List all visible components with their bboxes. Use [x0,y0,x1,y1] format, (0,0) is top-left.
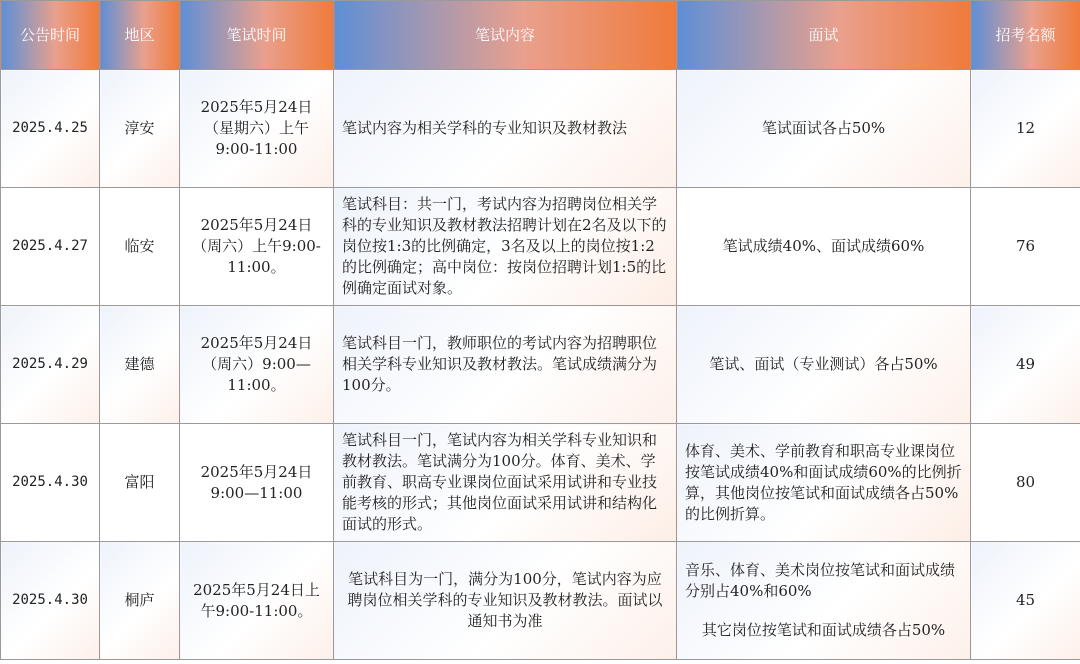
table-row [1,542,1080,660]
interview-cell: 笔试、面试（专业测试）各占50% [677,306,971,424]
interview-line: 音乐、体育、美术岗位按笔试和面试成绩分别占40%和60% [685,561,956,600]
announce-date-cell: 2025.4.30 [1,424,100,542]
exam-time-cell: 2025年5月24日（周六）9:00—11:00。 [180,306,334,424]
table-row [1,424,1080,542]
quota-cell: 12 [971,70,1080,188]
interview-cell: 笔试成绩40%、面试成绩60% [677,188,971,306]
exam-content-cell: 笔试科目为一门，满分为100分，笔试内容为应聘岗位相关学科的专业知识及教材教法。面试以通知书为准 [334,542,677,660]
region-cell: 建德 [100,306,180,424]
exam-content-cell: 笔试科目：共一门，考试内容为招聘岗位相关学科的专业知识及教材教法招聘计划在2名及以下的岗位按1:3的比例确定，3名及以上的岗位按1:2的比例确定；高中岗位：按岗位招聘计划1:5的比例确定面试对象。 [334,188,677,306]
announce-date-cell: 2025.4.29 [1,306,100,424]
interview-line-extra: 其它岗位按笔试和面试成绩各占50% [701,621,946,639]
exam-content-cell: 笔试内容为相关学科的专业知识及教材教法 [334,70,677,188]
table-row [1,188,1080,306]
header-row [1,1,1080,70]
header-region: 地区 [100,1,180,70]
header-exam-time: 笔试时间 [180,1,334,70]
table-row [1,306,1080,424]
region-cell: 临安 [100,188,180,306]
table-row [1,70,1080,188]
interview-cell: 体育、美术、学前教育和职高专业课岗位按笔试成绩40%和面试成绩60%的比例折算，其他岗位按笔试和面试成绩各占50%的比例折算。 [677,424,971,542]
header-exam-content: 笔试内容 [334,1,677,70]
exam-time-cell: 2025年5月24日 9:00—11:00 [180,424,334,542]
header-interview: 面试 [677,1,971,70]
quota-cell: 80 [971,424,1080,542]
region-cell: 桐庐 [100,542,180,660]
header-quota: 招考名额 [971,1,1080,70]
interview-cell: 笔试面试各占50% [677,70,971,188]
quota-cell: 45 [971,542,1080,660]
announce-date-cell: 2025.4.27 [1,188,100,306]
quota-cell: 76 [971,188,1080,306]
exam-content-cell: 笔试科目一门，教师职位的考试内容为招聘职位相关学科专业知识及教材教法。笔试成绩满分为100分。 [334,306,677,424]
header-announce-date: 公告时间 [1,1,100,70]
region-cell: 富阳 [100,424,180,542]
announce-date-cell: 2025.4.25 [1,70,100,188]
quota-cell: 49 [971,306,1080,424]
exam-time-cell: 2025年5月24日上午9:00-11:00。 [180,542,334,660]
exam-time-cell: 2025年5月24日（周六）上午9:00-11:00。 [180,188,334,306]
announce-date-cell: 2025.4.30 [1,542,100,660]
exam-content-cell: 笔试科目一门，笔试内容为相关学科专业知识和教材教法。笔试满分为100分。体育、美术、学前教育、职高专业课岗位面试采用试讲和专业技能考核的形式；其他岗位面试采用试讲和结构化面试的形式。 [334,424,677,542]
exam-time-cell: 2025年5月24日（星期六）上午9:00-11:00 [180,70,334,188]
region-cell: 淳安 [100,70,180,188]
interview-cell [677,542,971,660]
